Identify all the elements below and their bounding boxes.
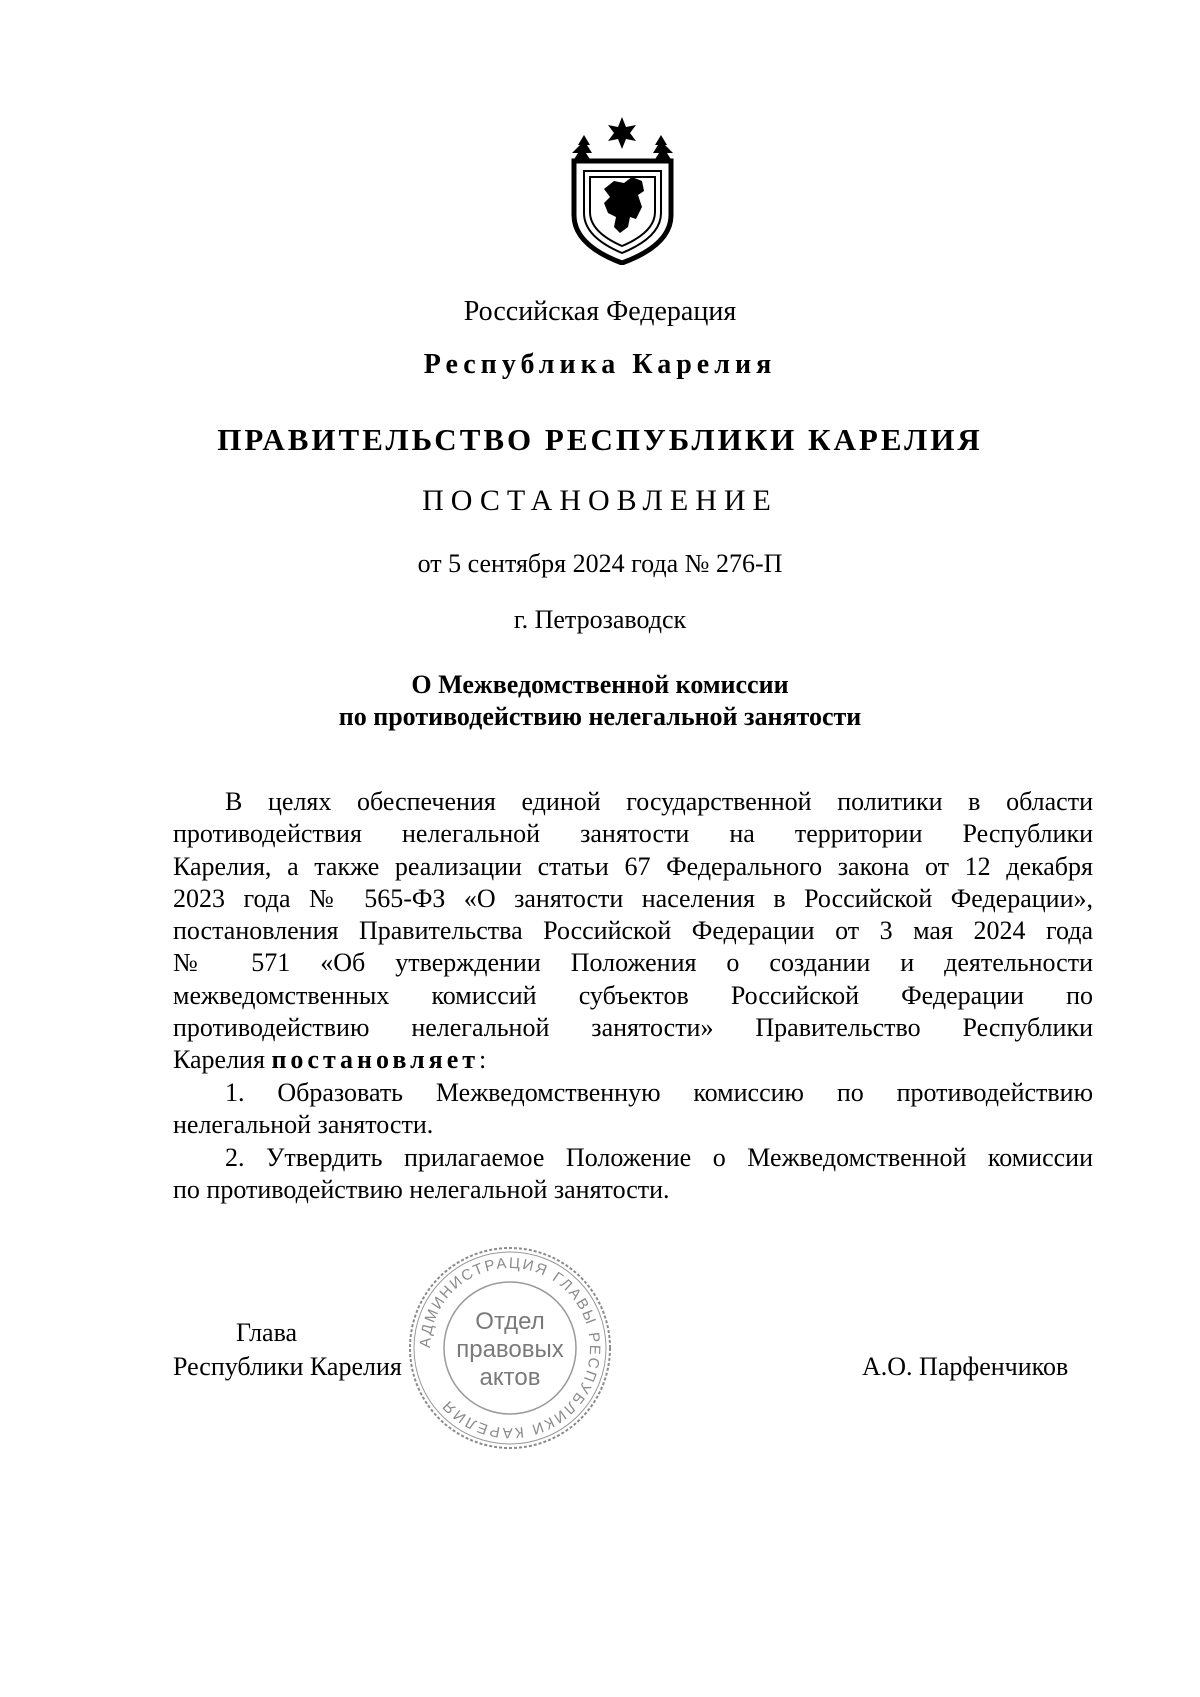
document-city: г. Петрозаводск bbox=[513, 605, 687, 634]
item-2-line: по противодействию нелегальной занятости. bbox=[173, 1175, 670, 1205]
document-title-line-2: по противодействию нелегальной занятости bbox=[338, 702, 862, 731]
country-name: Российская Федерация bbox=[463, 296, 737, 327]
preamble-line: постановления Правительства Российской Федерации от 3 мая 2024 года bbox=[173, 916, 1093, 946]
preamble-last-line bbox=[173, 1044, 1093, 1076]
preamble-last-prefix: Карелия bbox=[173, 1045, 265, 1075]
stamp-center-line-1: Отдел bbox=[475, 1308, 545, 1335]
item-1-line: 1. Образовать Межведомственную комиссию по противодействию bbox=[225, 1078, 1093, 1107]
preamble-line: В целях обеспечения единой государственной политики в области bbox=[225, 787, 1093, 816]
item-2-line: 2. Утвердить прилагаемое Положение о Межведомственной комиссии bbox=[225, 1143, 1093, 1172]
preamble-line: противодействию нелегальной занятости» Правительство Республики bbox=[173, 1013, 1093, 1043]
document-title-line-1: О Межведомственной комиссии bbox=[411, 670, 789, 699]
preamble-line: противодействия нелегальной занятости на территории Республики bbox=[173, 819, 1093, 849]
resolves-colon: : bbox=[479, 1045, 487, 1075]
stamp-center-line-2: правовых bbox=[456, 1336, 564, 1363]
item-1-line: нелегальной занятости. bbox=[173, 1110, 434, 1140]
official-stamp bbox=[405, 1243, 615, 1453]
preamble-line: Карелия, а также реализации статьи 67 Федерального закона от 12 декабря bbox=[173, 851, 1093, 881]
preamble-line: 2023 года № 565-ФЗ «О занятости населения в Российской Федерации», bbox=[173, 883, 1093, 913]
resolves-word: постановляет bbox=[271, 1045, 480, 1075]
preamble-paragraph bbox=[173, 786, 1093, 1077]
stamp-center-line-3: актов bbox=[479, 1364, 541, 1391]
republic-name: Республика Карелия bbox=[423, 349, 777, 380]
signatory-name: А.О. Парфенчиков bbox=[862, 1352, 1069, 1381]
government-name: ПРАВИТЕЛЬСТВО РЕСПУБЛИКИ КАРЕЛИЯ bbox=[217, 422, 983, 457]
item-2-paragraph bbox=[173, 1142, 1093, 1207]
stamp-ring-text: АДМИНИСТРАЦИЯ ГЛАВЫ РЕСПУБЛИКИ КАРЕЛИЯ bbox=[416, 1254, 604, 1442]
document-date-number: от 5 сентября 2024 года № 276-П bbox=[417, 549, 783, 578]
coat-of-arms-icon bbox=[570, 115, 675, 265]
preamble-line: межведомственных комиссий субъектов Российской Федерации по bbox=[173, 980, 1093, 1010]
signature-title: Глава bbox=[236, 1318, 298, 1347]
document-type: ПОСТАНОВЛЕНИЕ bbox=[422, 484, 778, 517]
preamble-line: № 571 «Об утверждении Положения о создании и деятельности bbox=[173, 948, 1093, 978]
item-1-paragraph bbox=[173, 1077, 1093, 1142]
signature-organization: Республики Карелия bbox=[173, 1352, 402, 1381]
